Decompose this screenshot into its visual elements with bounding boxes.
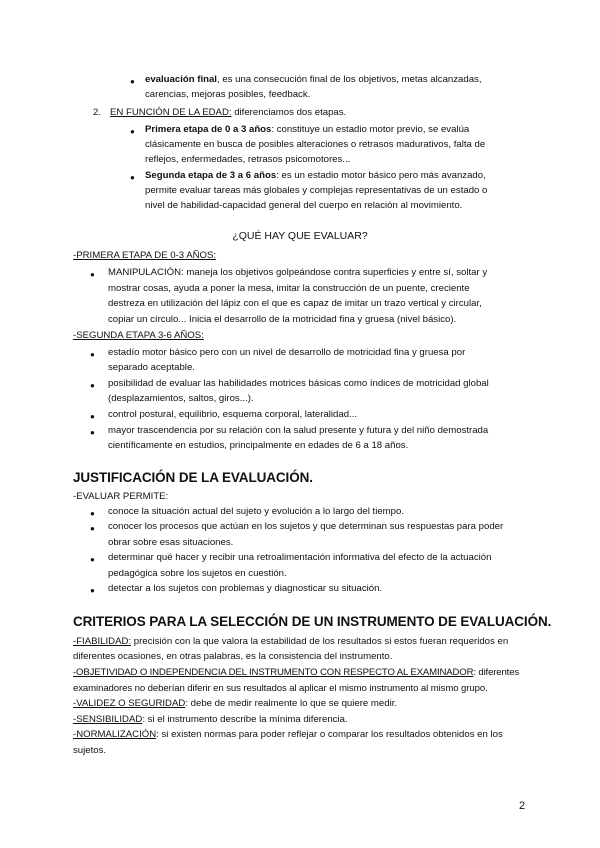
manip-line3: destreza en utilización del lápiz con el que es capaz de imitar un trazo vertical y circular, [108, 298, 482, 309]
bullet-icon: ● [90, 270, 95, 279]
validez-line [73, 696, 397, 711]
age-heading: EN FUNCIÓN DE LA EDAD: [110, 107, 232, 118]
stage2-line3: nivel de habilidad-capacidad general del cuerpo en relación al movimiento. [145, 200, 463, 211]
fiabilidad-line2: diferentes ocasiones, en otras palabras, es la consistencia del instrumento. [73, 651, 393, 662]
validez-text: : debe de medir realmente lo que se quiere medir. [185, 698, 398, 709]
criterios-title: CRITERIOS PARA LA SELECCIÓN DE UN INSTRUMENTO DE EVALUACIÓN. [73, 614, 552, 629]
seg-item1-line1: estadío motor básico pero con un nivel de desarrollo de motricidad fina y gruesa por [108, 347, 466, 358]
normalizacion-text1: : si existen normas para poder reflejar o comparar los resultados obtenidos en los [156, 729, 503, 740]
manip-line2: mostrar cosas, ayuda a poner la mesa, imitar la construcción de un puente, creciente [108, 283, 470, 294]
objetividad-line2: examinadores no deberían diferir en sus resultados al aplicar el mismo instrumento al mismo grupo. [73, 683, 488, 694]
final-eval-line1 [145, 72, 482, 87]
fiabilidad-line1 [73, 634, 508, 649]
bullet-icon: ● [90, 524, 95, 533]
objetividad-term: -OBJETIVIDAD O INDEPENDENCIA DEL INSTRUMENTO CON RESPECTO AL EXAMINADOR [73, 667, 474, 678]
age-heading-rest: diferenciamos dos etapas. [231, 107, 347, 118]
list-number-2: 2. [93, 107, 102, 118]
just-item1-line1: conoce la situación actual del sujeto y evolución a lo largo del tiempo. [108, 506, 404, 517]
validez-term: -VALIDEZ O SEGURIDAD [73, 698, 186, 709]
stage1-line2: clásicamente en busca de posibles alteraciones o retrasos madurativos, falta de [145, 139, 486, 150]
stage1-text1: : constituye un estadio motor previo, se evalúa [271, 124, 470, 135]
stage2-line1 [145, 168, 486, 183]
seg-item4-line2: científicamente en estudios, principalmente en edades de 6 a 18 años. [108, 440, 409, 451]
sensibilidad-line [73, 712, 348, 727]
sensibilidad-term: -SENSIBILIDAD [73, 714, 143, 725]
bullet-icon: ● [90, 350, 95, 359]
seg-item3-line1: control postural, equilibrio, esquema corporal, lateralidad... [108, 409, 358, 420]
que-evaluar-title: ¿QUÉ HAY QUE EVALUAR? [232, 230, 368, 242]
age-heading-line [110, 105, 346, 120]
manip-line4: copiar un círculo... Inicia el desarrollo de la motricidad fina y gruesa (nivel básico). [108, 314, 457, 325]
fiabilidad-text1: precisión con la que valora la estabilidad de los resultados si estos fueran requeridos en [131, 636, 509, 647]
page-number: 2 [519, 800, 526, 812]
bullet-icon: ● [90, 412, 95, 421]
evaluar-permite-heading: -EVALUAR PERMITE: [73, 491, 169, 502]
objetividad-line1 [73, 665, 519, 680]
bullet-icon: ● [90, 428, 95, 437]
seg-item2-line1: posibilidad de evaluar las habilidades motrices básicas como índices de motricidad global [108, 378, 489, 389]
fiabilidad-term: -FIABILIDAD: [73, 636, 132, 647]
stage1-line1 [145, 122, 469, 137]
bullet-icon: ● [130, 127, 135, 136]
just-item4-line1: detectar a los sujetos con problemas y diagnosticar su situación. [108, 583, 383, 594]
final-eval-line2: carencias, mejoras posibles, feedback. [145, 89, 311, 100]
final-eval-term: evaluación final [145, 74, 217, 85]
bullet-icon: ● [130, 173, 135, 182]
bullet-icon: ● [90, 381, 95, 390]
stage2-line2: permite evaluar tareas más globales y complejas representativas de un estado o [145, 185, 488, 196]
just-item3-line1: determinar qué hacer y recibir una retroalimentación informativa del efecto de la actuación [108, 552, 492, 563]
stage2-text1: : es un estadio motor básico pero más avanzado, [276, 170, 486, 181]
normalizacion-line2: sujetos. [73, 745, 107, 756]
just-item2-line2: obrar sobre esas situaciones. [108, 537, 234, 548]
stage1-line3: reflejos, enfermedades, retrasos psicomotores... [145, 154, 351, 165]
normalizacion-line1 [73, 727, 503, 742]
bullet-icon: ● [90, 586, 95, 595]
justificacion-title: JUSTIFICACIÓN DE LA EVALUACIÓN. [73, 470, 313, 485]
sensibilidad-text: : si el instrumento describe la mínima diferencia. [142, 714, 348, 725]
seg-item2-line2: (desplazamientos, saltos, giros...). [108, 393, 254, 404]
normalizacion-term: -NORMALIZACIÓN [73, 729, 157, 740]
bullet-icon: ● [90, 555, 95, 564]
just-item3-line2: pedagógica sobre los sujetos en cuestión. [108, 568, 287, 579]
seg-item4-line1: mayor trascendencia por su relación con la salud presente y futura y del niño demostrada [108, 425, 489, 436]
stage1-term: Primera etapa de 0 a 3 años [145, 124, 272, 135]
just-item2-line1: conocer los procesos que actúan en los sujetos y que determinan sus respuestas para poder [108, 521, 504, 532]
objetividad-text1: : diferentes [473, 667, 520, 678]
segunda-etapa-heading: -SEGUNDA ETAPA 3-6 AÑOS: [73, 330, 204, 341]
final-eval-text1: , es una consecución final de los objetivos, metas alcanzadas, [216, 74, 482, 85]
stage2-term: Segunda etapa de 3 a 6 años [145, 170, 277, 181]
primera-etapa-heading: -PRIMERA ETAPA DE 0-3 AÑOS: [73, 250, 217, 261]
seg-item1-line2: separado aceptable. [108, 362, 195, 373]
manip-line1: MANIPULACIÓN: maneja los objetivos golpeándose contra superficies y entre sí, soltar y [108, 267, 488, 278]
bullet-icon: ● [90, 509, 95, 518]
bullet-icon: ● [130, 77, 135, 86]
